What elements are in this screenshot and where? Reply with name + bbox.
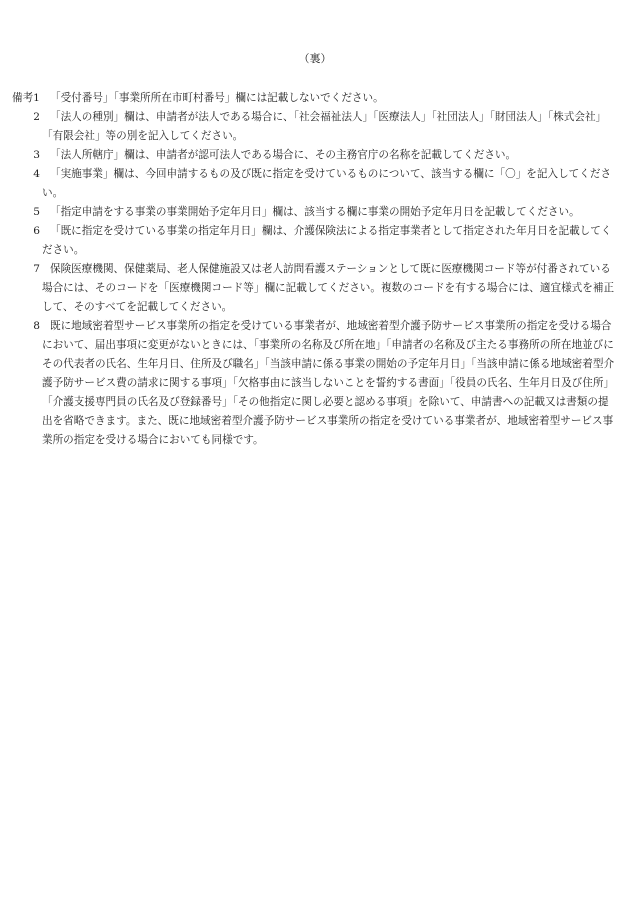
remark-item bbox=[12, 317, 618, 450]
remark-item bbox=[12, 260, 618, 317]
remark-text: 「実施事業」欄は、今回申請するもの及び既に指定を受けているものについて、該当する欄に「〇」を記入してください。 bbox=[42, 168, 612, 199]
remark-text: 「受付番号」「事業所所在市町村番号」欄には記載しないでください。 bbox=[50, 92, 384, 104]
page-side-label: （裏） bbox=[298, 52, 332, 65]
remark-number: 3 bbox=[33, 149, 40, 161]
remark-number: 備考1 bbox=[12, 92, 40, 104]
remark-item bbox=[12, 146, 618, 165]
remark-number: 6 bbox=[33, 225, 40, 237]
remark-number: 5 bbox=[33, 206, 40, 218]
remark-item bbox=[12, 89, 618, 108]
remark-text: 「法人所轄庁」欄は、申請者が認可法人である場合に、その主務官庁の名称を記載してください。 bbox=[50, 149, 517, 161]
remark-item bbox=[12, 203, 618, 222]
remark-number: 2 bbox=[33, 111, 40, 123]
remark-text: 保険医療機関、保健薬局、老人保健施設又は老人訪問看護ステーションとして既に医療機関コード等が付番されている場合には、そのコードを「医療機関コード等」欄に記載してください。複数のコードを有する場合には、適宜様式を補正して、そのすべてを記載してください。 bbox=[42, 263, 615, 313]
remarks-list bbox=[12, 89, 618, 450]
remark-item bbox=[12, 222, 618, 260]
remark-number: 4 bbox=[33, 168, 40, 180]
remark-text: 「指定申請をする事業の事業開始予定年月日」欄は、該当する欄に事業の開始予定年月日を記載してください。 bbox=[50, 206, 580, 218]
remark-text: 「法人の種別」欄は、申請者が法人である場合に、「社会福祉法人」「医療法人」「社団法人」「財団法人」「株式会社」「有限会社」等の別を記入してください。 bbox=[42, 111, 607, 142]
remark-text: 「既に指定を受けている事業の指定年月日」欄は、介護保険法による指定事業者として指定された年月日を記載してください。 bbox=[42, 225, 612, 256]
remark-item bbox=[12, 108, 618, 146]
remark-item bbox=[12, 165, 618, 203]
remark-text: 既に地域密着型サービス事業所の指定を受けている事業者が、地域密着型介護予防サービス事業所の指定を受ける場合において、届出事項に変更がないときには、「事業所の名称及び所在地」「申請者の名称及び主たる事務所の所在地並びにその代表者の氏名、生年月日、住所及び職名」「当該申請に係る事業の開始の予定年月日」「当該申請に係る地域密着型介護予防サービス費の請求に関する事項」「欠格事由に該当しないことを誓約する書面」「役員の氏名、生年月日及び住所」「介護支援専門員の氏名及び登録番号」「その他指定に関し必要と認める事項」を除いて、申請書への記載又は書類の提出を省略できます。また、既に地域密着型介護予防サービス事業所の指定を受けている事業者が、地域密着型サービス事業所の指定を受ける場合においても同様です。 bbox=[42, 320, 615, 446]
remark-number: 7 bbox=[33, 263, 40, 275]
remark-number: 8 bbox=[33, 320, 40, 332]
